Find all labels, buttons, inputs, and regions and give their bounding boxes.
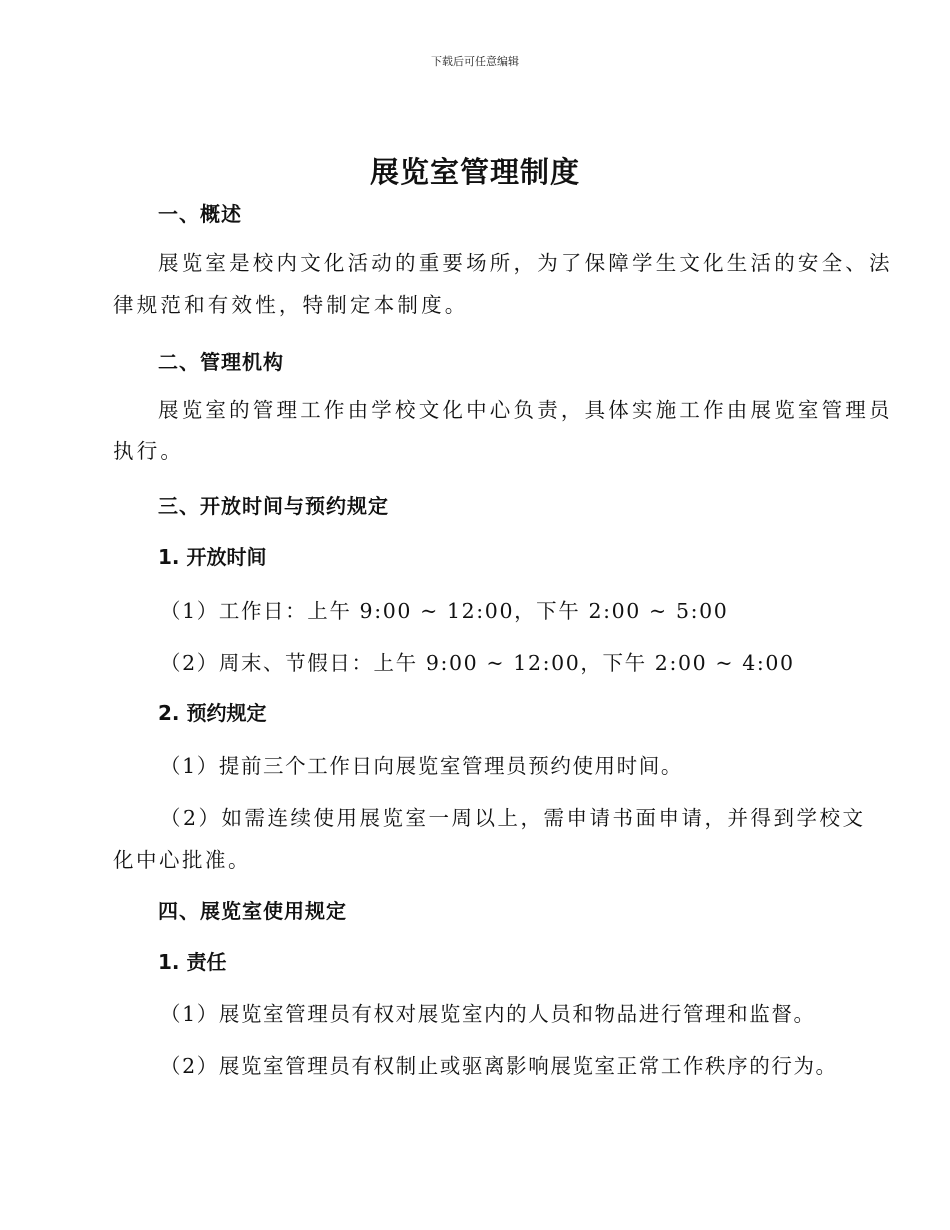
responsibility-rule-1: （1）展览室管理员有权对展览室内的人员和物品进行管理和监督。 bbox=[160, 1002, 816, 1026]
section-heading-overview: 一、概述 bbox=[158, 202, 242, 226]
hours-weekend: （2）周末、节假日：上午 9:00 ~ 12:00，下午 2:00 ~ 4:00 bbox=[160, 651, 795, 675]
section-heading-usage: 四、展览室使用规定 bbox=[158, 899, 347, 923]
overview-paragraph-line2: 律规范和有效性，特制定本制度。 bbox=[113, 293, 469, 317]
document-title: 展览室管理制度 bbox=[369, 155, 580, 189]
responsibility-rule-2: （2）展览室管理员有权制止或驱离影响展览室正常工作秩序的行为。 bbox=[160, 1054, 838, 1078]
reservation-rule-1: （1）提前三个工作日向展览室管理员预约使用时间。 bbox=[160, 754, 683, 778]
reservation-rule-2-line1: （2）如需连续使用展览室一周以上，需申请书面申请，并得到学校文 bbox=[160, 806, 866, 830]
management-paragraph-line2: 执行。 bbox=[113, 439, 185, 463]
header-note: 下载后可任意编辑 bbox=[431, 55, 519, 68]
hours-weekday: （1）工作日：上午 9:00 ~ 12:00，下午 2:00 ~ 5:00 bbox=[160, 599, 729, 623]
subheading-opening-hours: 1. 开放时间 bbox=[158, 545, 267, 569]
overview-paragraph-line1: 展览室是校内文化活动的重要场所，为了保障学生文化生活的安全、法 bbox=[158, 251, 893, 275]
management-paragraph-line1: 展览室的管理工作由学校文化中心负责，具体实施工作由展览室管理员 bbox=[158, 398, 893, 422]
reservation-rule-2-line2: 化中心批准。 bbox=[113, 848, 251, 872]
section-heading-management: 二、管理机构 bbox=[158, 350, 284, 374]
subheading-reservation: 2. 预约规定 bbox=[158, 701, 267, 725]
section-heading-hours: 三、开放时间与预约规定 bbox=[158, 494, 389, 518]
subheading-responsibility: 1. 责任 bbox=[158, 950, 227, 974]
